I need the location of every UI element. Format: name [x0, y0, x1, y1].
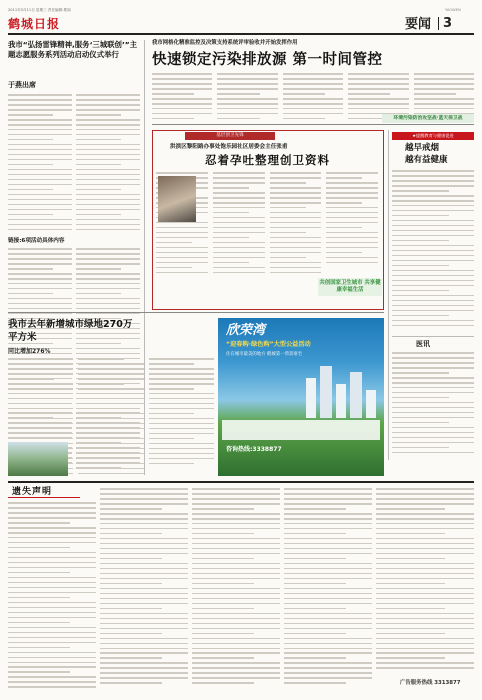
- article3-banner: 共创国家卫生城市 共享健康幸福生活: [318, 278, 382, 296]
- masthead-date: 2011年5月11日 星期三 责任编辑:要闻: [8, 8, 71, 12]
- ad-hotline: 广告服务热线 3313877: [400, 680, 461, 686]
- article1-body-col2: [76, 94, 140, 234]
- section-divider: [438, 17, 439, 30]
- classifieds-col3: [192, 488, 280, 692]
- sidebar2-label: 医讯: [416, 340, 430, 348]
- ad1-buildings: [300, 360, 380, 418]
- article1-byline: 于燕出席: [8, 81, 36, 89]
- ad1-promo-bar: [222, 420, 380, 440]
- sidebar-rule: [392, 336, 474, 337]
- ad1-slogan: “迎春购·绿色购”大型公益活动: [226, 341, 311, 348]
- article2-rule: [152, 124, 474, 125]
- article2-headline: 快速锁定污染排放源 第一时间管控: [152, 52, 383, 68]
- article3-headline: 忍着孕吐整理创卫资料: [205, 153, 330, 167]
- masthead-rule: [8, 33, 474, 35]
- sidebar1-body: [392, 170, 474, 332]
- classifieds-col4: [284, 488, 372, 692]
- masthead-logo: 鹤城日报: [8, 17, 61, 31]
- ad1-brand: 欣荣湾: [226, 323, 266, 338]
- ad1-phone: 咨询热线:3338877: [226, 446, 282, 453]
- classifieds-col5: [376, 488, 474, 674]
- classifieds-col2: [100, 488, 188, 692]
- article4-photo: [8, 442, 68, 476]
- sidebar1-label: ★提醒教育与健康促进: [392, 132, 474, 140]
- article4-headline: 我市去年新增城市绿地270万平方米: [8, 319, 133, 343]
- sidebar-divider: [388, 130, 389, 460]
- article1-body-col1: [8, 94, 72, 234]
- article4-subhead: 同比增加276%: [8, 348, 51, 355]
- sidebar1-title-line2: 越有益健康: [405, 155, 448, 165]
- article3-tag: 基层创卫先锋: [185, 132, 275, 140]
- page-number: 3: [443, 16, 453, 31]
- article2-box-label: 环境污染防治攻坚战·蓝天保卫战: [382, 114, 474, 123]
- notice-title: 遗失声明: [12, 487, 53, 497]
- article1-subhead: 链接:6项活动具体内容: [8, 238, 65, 244]
- classifieds-rule: [8, 481, 474, 483]
- ad1-line: 住在城市最美的地方 鹤城第一湾景豪宅: [226, 352, 303, 357]
- article3-headline-small: 洪滨区黎阳路办事处饱乐园社区居委会主任张甫: [170, 144, 288, 150]
- article3-photo: [158, 176, 196, 222]
- sidebar2-body: [392, 352, 474, 460]
- article2-kicker: 我市网格化精准监控及决策支持系统评审验收并开始发挥作用: [152, 40, 298, 46]
- sidebar1-title-line1: 越早戒烟: [405, 143, 440, 153]
- section-pinyin: YAOWEN: [445, 8, 461, 12]
- article4-rule: [8, 312, 384, 313]
- article1-headline: 我市“弘扬雷锋精神,服务‘三城联创’”主题志愿服务系列活动启动仪式举行: [8, 40, 137, 59]
- classifieds-col1: [8, 502, 96, 692]
- section-title: 要闻: [405, 17, 432, 32]
